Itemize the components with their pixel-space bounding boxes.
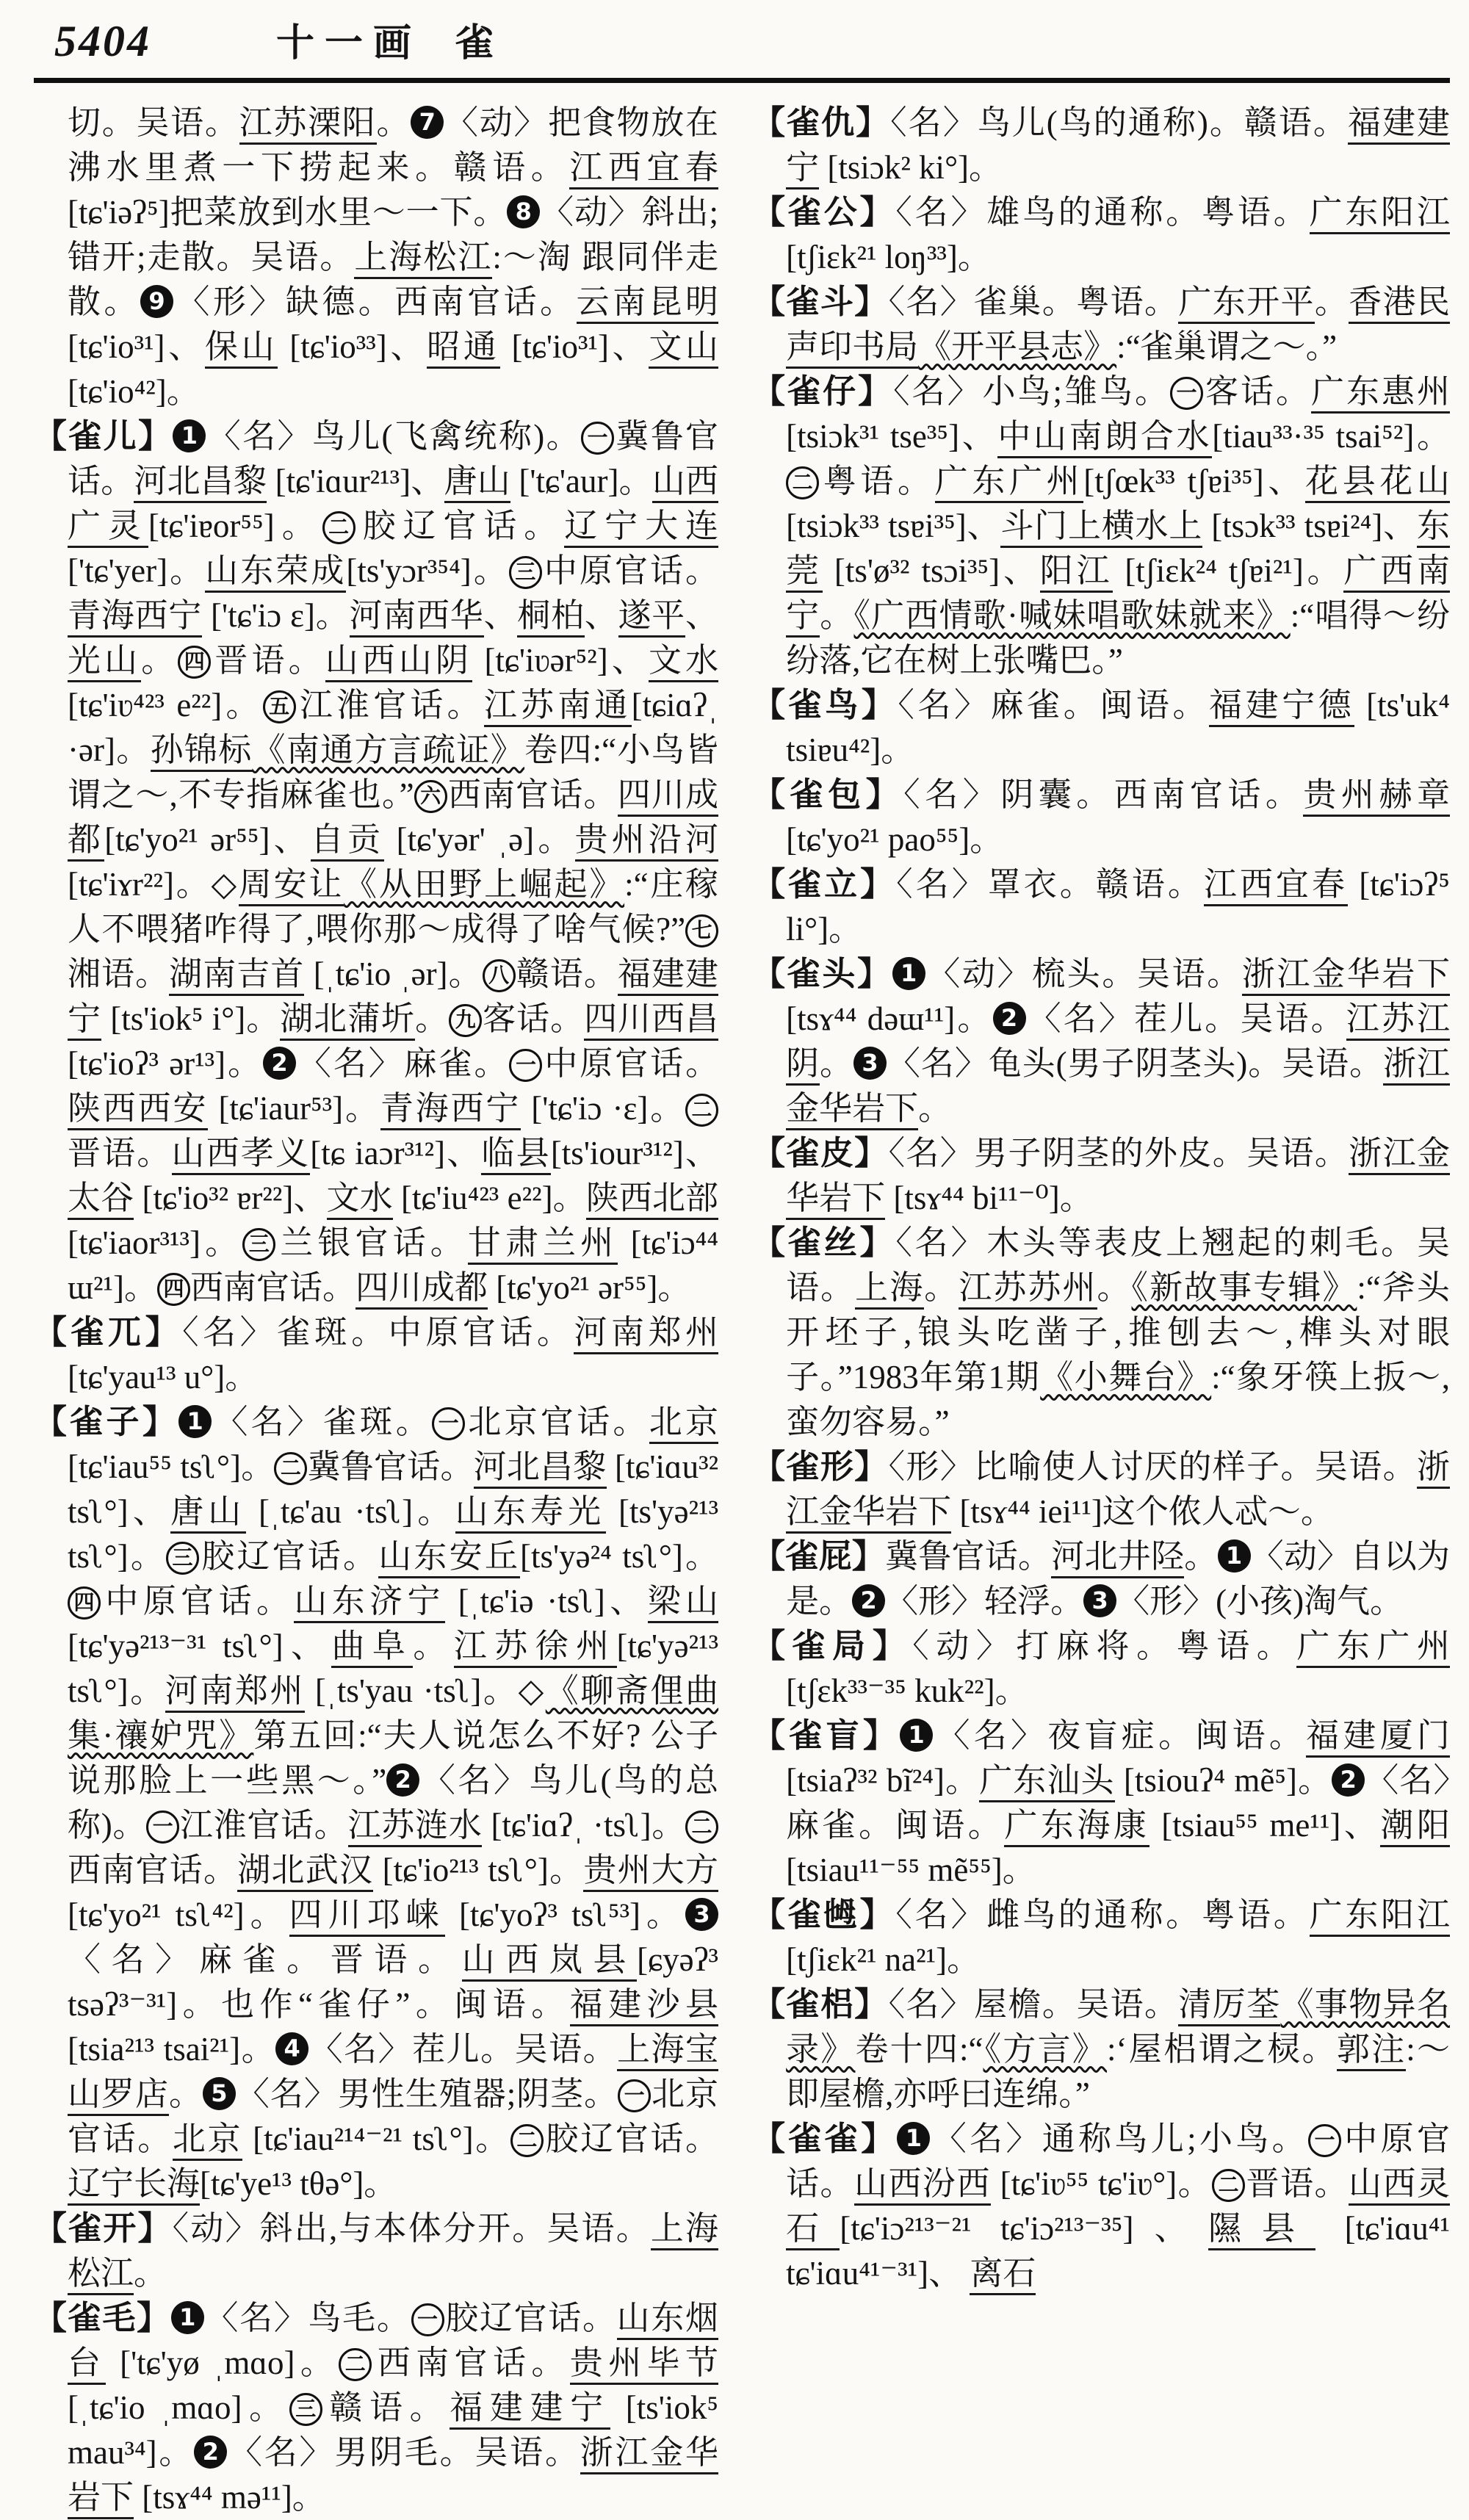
entry-headword: 【雀梠】 (752, 1986, 889, 2023)
place-name-underline: 光山 (68, 642, 141, 682)
place-name-underline: 广东阳江 (1310, 1896, 1450, 1937)
place-name-underline: 太谷 (68, 1180, 134, 1220)
sense-number: 3 (853, 1047, 887, 1080)
entry-headword: 【雀丝】 (752, 1224, 896, 1261)
dictionary-entry (752, 101, 1450, 190)
place-name-underline: 山东寿光 (455, 1493, 606, 1534)
dictionary-entry (752, 1893, 1450, 1982)
subsense-number: 二 (685, 1810, 718, 1844)
place-name-underline: 北京 (173, 2120, 242, 2161)
dictionary-entry (752, 369, 1450, 683)
entry-headword: 【雀立】 (752, 866, 897, 903)
place-name-underline: 贵州毕节 (570, 2344, 718, 2385)
entry-body: 〈名〉雄鸟的通称。粤语。广东阳江 [tʃiɛk²¹ loŋ³³]。 (786, 194, 1450, 275)
entry-headword: 【雀形】 (752, 1448, 889, 1485)
place-name-underline: 山西孝义 (172, 1135, 311, 1175)
place-name-underline: 青海西宁 (380, 1090, 521, 1130)
place-name-underline: 云南昆明 (577, 284, 718, 324)
entry-headword: 【雀毛】 (34, 2300, 171, 2336)
sense-number: 2 (993, 1002, 1026, 1035)
entry-headword: 【雀开】 (34, 2210, 173, 2247)
place-name-underline: 清厉荃 (1178, 1986, 1280, 2026)
sense-number: 9 (140, 285, 173, 318)
entry-body: 〈名〉男子阴茎的外皮。吴语。浙江金华岩下 [tsɤ⁴⁴ bi¹¹⁻⁰]。 (786, 1135, 1450, 1220)
place-name-underline: 浙江金华岩下 (68, 2434, 718, 2519)
entry-headword: 【雀公】 (752, 194, 896, 231)
subsense-number: 一 (411, 2303, 444, 2336)
place-name-underline: 浙江金华岩下 (1242, 956, 1450, 996)
entry-headword: 【雀皮】 (752, 1135, 889, 1171)
subsense-number: 一 (146, 1810, 179, 1844)
place-name-underline: 文水 (327, 1180, 393, 1220)
place-name-underline: 唐山 (444, 463, 510, 503)
subsense-number: 四 (178, 646, 211, 679)
place-name-underline: 上海松江 (68, 2210, 718, 2295)
place-name-underline: 隰县 (1208, 2210, 1315, 2250)
entry-headword: 【雀头】 (752, 956, 892, 992)
sense-number: 3 (1083, 1584, 1116, 1617)
place-name-underline: 贵州沿河 (575, 821, 719, 862)
sense-number: 1 (171, 2301, 204, 2334)
place-name-underline: 福建沙县 (570, 1986, 718, 2026)
subsense-number: 二 (786, 466, 819, 499)
book-title: 《南通方言疏证》 (252, 732, 525, 768)
place-name-underline: 离石 (970, 2255, 1036, 2295)
book-title: 《从田野上崛起》 (344, 866, 625, 903)
subsense-number: 二 (510, 2124, 544, 2157)
place-name-underline: 广东汕头 (979, 1762, 1114, 1802)
place-name-underline: 上海 (855, 1269, 924, 1310)
subsense-number: 三 (242, 1228, 275, 1261)
place-name-underline: 自贡 (311, 821, 384, 862)
place-name-underline: 贵州赫章 (1303, 776, 1450, 817)
place-name-underline: 花县花山 (1305, 463, 1450, 503)
place-name-underline: 北京 (649, 1404, 718, 1444)
place-name-underline: 梁山 (648, 1583, 718, 1623)
sense-number: 4 (275, 2032, 308, 2065)
entry-headword: 【雀盲】 (752, 1717, 900, 1754)
place-name-underline: 山东济宁 (294, 1583, 445, 1623)
place-name-underline: 斗门上横水上 (1000, 508, 1202, 548)
subsense-number: 二 (322, 511, 355, 544)
dictionary-entry (34, 2206, 718, 2296)
place-name-underline: 孙锦标 (151, 732, 253, 772)
dictionary-entry (34, 2296, 718, 2520)
place-name-underline: 广东海康 (1004, 1807, 1149, 1847)
subsense-number: 七 (685, 914, 718, 947)
entry-body: 1 〈名〉夜盲症。闽语。福建厦门 [tsiaʔ³² bĩ²⁴]。广东汕头 [tsiouʔ⁴ mẽ⁵]。 2 〈名〉麻雀。闽语。广东海康 [tsiau⁵⁵ me¹¹]、潮阳[tsiau¹¹⁻⁵⁵ mẽ⁵⁵]。 (786, 1717, 1450, 1888)
subsense-number: 一 (509, 1049, 542, 1082)
sense-number: 1 (892, 957, 925, 990)
right-column (752, 101, 1450, 2520)
place-name-underline: 潮阳 (1380, 1807, 1450, 1847)
place-name-underline: 四川西昌 (584, 1000, 718, 1041)
place-name-underline: 湖北蒲圻 (280, 1000, 415, 1041)
place-name-underline: 江苏南通 (484, 687, 632, 727)
sense-number: 2 (386, 1763, 419, 1797)
dictionary-entry (752, 683, 1450, 773)
entry-body: 〈名〉鸟儿(鸟的通称)。赣语。福建建宁 [tsiɔk² ki°]。 (786, 104, 1450, 189)
place-name-underline: 江苏徐州 (454, 1628, 617, 1668)
dictionary-entry (752, 1445, 1450, 1534)
place-name-underline: 浙江金华岩下 (786, 1045, 1450, 1130)
entry-body: 〈动〉打麻将。粤语。广东广州 [tʃɛk³³⁻³⁵ kuk²²]。 (786, 1628, 1450, 1709)
entry-body: 1 〈名〉鸟儿(飞禽统称)。 一 冀鲁官话。河北昌黎 [tɕ'iɑur²¹³]、唐山 ['tɕ'aur]。山西广灵[tɕ'iɐor⁵⁵]。 二 胶辽官话。辽宁大连['tɕ'yer]。山东荣成[ts'yɔr³⁵⁴]。 三 中原官话。青海西宁 ['tɕ'iɔ ɛ]。河南西华、桐柏、遂平、光山。 四 晋语。山西山阴 [tɕ'iʋər⁵²]、文水 [tɕ'iʋ⁴²³ e²²]。 五 江淮官话。江苏南通[tɕiɑʔˌ ·ər]。孙锦标《南通方言疏证》卷四:“小鸟皆谓之～,不专指麻雀也。” 六 西南官话。四川成都[tɕ'yo²¹ ər⁵⁵]、自贡 [tɕ'yər' ˌə]。贵州沿河 [tɕ'iɤr²²]。◇周安让《从田野上崛起》:“庄稼人不喂猪咋得了,喂你那～成得了啥气候?” 七湘语。湖南吉首 [ˌtɕ'io ˌər]。 八 赣语。福建建宁 [ts'iok⁵ i°]。湖北蒲圻。 九 客话。四川西昌 [tɕ'ioʔ³ ər¹³]。 2 〈名〉麻雀。 一 中原官话。陕西西安 [tɕ'iaur⁵³]。青海西宁 ['tɕ'iɔ ·ɛ]。 二晋语。山西孝义[tɕ iaɔr³¹²]、临县[ts'iour³¹²]、太谷 [tɕ'io³² ɐr²²]、文水 [tɕ'iu⁴²³ e²²]。陕西北部[tɕ'iaor³¹³]。 三 兰银官话。甘肃兰州 [tɕ'iɔ⁴⁴ ɯ²¹]。 四 西南官话。四川成都 [tɕ'yo²¹ ər⁵⁵]。 (68, 418, 718, 1306)
subsense-number: 三 (166, 1542, 199, 1575)
subsense-number: 一 (618, 2079, 651, 2112)
place-name-underline: 江西宜春 (1204, 866, 1348, 906)
place-name-underline: 山西岚县 (462, 1941, 638, 1982)
subsense-number: 三 (289, 2393, 322, 2426)
entry-body: 〈名〉雌鸟的通称。粤语。广东阳江 [tʃiɛk²¹ na²¹]。 (786, 1896, 1450, 1978)
place-name-underline: 广东惠州 (1311, 373, 1450, 414)
dictionary-entry (34, 1400, 718, 2206)
place-name-underline: 福建建宁 (450, 2389, 610, 2430)
entry-body: 冀鲁官话。河北井陉。 1 〈动〉自以为是。 2 〈形〉轻浮。 3 〈形〉(小孩)淘气。 (786, 1538, 1450, 1620)
sense-number: 1 (897, 2122, 930, 2155)
dictionary-entry (752, 2117, 1450, 2296)
place-name-underline: 甘肃兰州 (468, 1224, 618, 1265)
entry-body: 1 〈名〉雀斑。 一 北京官话。北京[tɕ'iau⁵⁵ tsʅ°]。 二 冀鲁官话。河北昌黎 [tɕ'iɑu³² tsʅ°]、唐山 [ˌtɕ'au ·tsʅ]。山东寿光 [ts'yə²¹³ tsʅ°]。 三 胶辽官话。山东安丘[ts'yə²⁴ tsʅ°]。四 中原官话。山东济宁 [ˌtɕ'iə ·tsʅ]、梁山 [tɕ'yə²¹³⁻³¹ tsʅ°]、曲阜。江苏徐州[tɕ'yə²¹³ tsʅ°]。河南郑州 [ˌts'yau ·tsʅ]。◇《聊斋俚曲集·禳妒咒》第五回:“夫人说怎么不好? 公子说那脸上一些黑～。” 2 〈名〉鸟儿(鸟的总称)。 一 江淮官话。江苏涟水 [tɕ'iɑʔˌ ·tsʅ]。 二西南官话。湖北武汉 [tɕ'io²¹³ tsʅ°]。贵州大方 [tɕ'yo²¹ tsʅ⁴²]。四川邛崃 [tɕ'yoʔ³ tsʅ⁵³]。 3〈名〉麻雀。晋语。山西岚县[ɕyəʔ³ tsəʔ³⁻³¹]。也作“雀仔”。闽语。福建沙县[tsia²¹³ tsai²¹]。 4 〈名〉茬儿。吴语。上海宝山罗店。 5 〈名〉男性生殖器;阴茎。 一 北京官话。北京 [tɕ'iau²¹⁴⁻²¹ tsʅ°]。 二 胶辽官话。辽宁长海[tɕ'ye¹³ tθə°]。 (68, 1404, 718, 2202)
place-name-underline: 周安让 (239, 866, 344, 906)
place-name-underline: 中山南朗合水 (997, 418, 1212, 458)
sense-number: 5 (203, 2077, 236, 2110)
sense-number: 1 (1218, 1539, 1251, 1573)
sense-number: 8 (507, 195, 540, 228)
place-name-underline: 阳江 (1040, 552, 1114, 593)
place-name-underline: 河北昌黎 (134, 463, 267, 503)
entry-body: 〈名〉罩衣。赣语。江西宜春 [tɕ'iɔʔ⁵ li°]。 (786, 866, 1450, 947)
place-name-underline: 广东阳江 (1310, 194, 1450, 234)
sense-number: 2 (194, 2436, 227, 2469)
place-name-underline: 广东广州 (1296, 1628, 1450, 1668)
entry-body: 〈名〉麻雀。闽语。福建宁德 [ts'uk⁴ tsiɐu⁴²]。 (786, 687, 1450, 768)
place-name-underline: 山东安丘 (378, 1538, 520, 1578)
place-name-underline: 福建宁德 (1209, 687, 1354, 727)
entry-body: 〈名〉木头等表皮上翘起的刺毛。吴语。上海。江苏苏州。《新故事专辑》:“斧头开坯子,锒头吃凿子,推刨去～,榫头对眼子。”1983年第1期《小舞台》:“象牙筷上扳～,蛮勿容易。” (786, 1224, 1450, 1440)
dictionary-entry (752, 862, 1450, 952)
place-name-underline: 辽宁长海 (68, 2165, 200, 2206)
entry-body: 〈名〉屋檐。吴语。清厉荃《事物异名录》卷十四:“《方言》:‘屋梠谓之棂。郭注:～即屋檐,亦呼曰连绵。” (786, 1986, 1450, 2112)
place-name-underline: 保山 (205, 328, 278, 369)
place-name-underline: 河北井陉 (1051, 1538, 1184, 1578)
place-name-underline: 郭注 (1337, 2031, 1406, 2071)
place-name-underline: 江苏苏州 (959, 1269, 1097, 1310)
place-name-underline: 江苏涟水 (348, 1807, 483, 1847)
place-name-underline: 河南郑州 (165, 1672, 305, 1713)
entry-headword: 【雀雀】 (752, 2120, 898, 2157)
entry-headword: 【雀乸】 (752, 1896, 896, 1933)
place-name-underline: 河南西华 (350, 597, 484, 638)
place-name-underline: 山西灵石 (786, 2165, 1450, 2250)
subsense-number: 二 (274, 1452, 307, 1485)
sense-number: 1 (178, 1405, 212, 1438)
entry-headword: 【雀仔】 (752, 373, 894, 410)
place-name-underline: 山西山阴 (325, 642, 472, 682)
subsense-number: 二 (339, 2348, 372, 2381)
sense-number: 2 (1332, 1763, 1365, 1797)
subsense-number: 一 (1308, 2124, 1341, 2157)
place-name-underline: 广东广州 (935, 463, 1084, 503)
dictionary-entry (752, 1714, 1450, 1893)
place-name-underline: 陕西西安 (68, 1090, 208, 1130)
entry-body: 1 〈名〉鸟毛。 一 胶辽官话。山东烟台 ['tɕ'yø ˌmɑo]。 二 西南官话。贵州毕节[ˌtɕ'io ˌmɑo]。 三 赣语。福建建宁 [ts'iok⁵ mau³⁴]。 2 〈名〉男阴毛。吴语。浙江金华岩下 [tsɤ⁴⁴ mə¹¹]。 (68, 2300, 718, 2516)
dictionary-entry (752, 1624, 1450, 1714)
subsense-number: 一 (581, 422, 614, 455)
book-title: 《方言》 (983, 2031, 1108, 2068)
dictionary-entry (34, 414, 718, 1310)
place-name-underline: 上海松江 (354, 239, 492, 279)
sense-number: 2 (263, 1047, 296, 1080)
place-name-underline: 山西汾西 (854, 2165, 991, 2206)
place-name-underline: 山西广灵 (68, 463, 718, 548)
dictionary-entry (752, 280, 1450, 369)
place-name-underline: 江西宜春 (569, 149, 718, 189)
entry-headword: 【雀子】 (34, 1404, 179, 1440)
subsense-number: 五 (263, 690, 296, 723)
place-name-underline: 贵州大方 (583, 1852, 718, 1892)
entry-headword: 【雀斗】 (752, 284, 889, 320)
dictionary-entry (752, 952, 1450, 1131)
entry-body: 〈动〉斜出,与本体分开。吴语。上海松江。 (68, 2210, 718, 2295)
book-title: 《事物异名录》 (786, 1986, 1450, 2068)
dictionary-entry (34, 101, 718, 414)
place-name-underline: 曲阜 (331, 1628, 413, 1668)
subsense-number: 一 (432, 1407, 465, 1440)
left-column (34, 101, 718, 2520)
sense-number: 2 (852, 1584, 885, 1617)
place-name-underline: 东莞 (786, 508, 1450, 593)
dictionary-entry (752, 773, 1450, 862)
place-name-underline: 江苏江阴 (786, 1000, 1450, 1086)
entry-body: 〈名〉雀巢。粤语。广东开平。香港民声印书局《开平县志》:“雀巢谓之～。” (786, 284, 1450, 369)
place-name-underline: 陕西北部 (586, 1180, 718, 1220)
book-title: 《小舞台》 (1040, 1359, 1212, 1396)
entry-body: 〈形〉比喻使人讨厌的样子。吴语。浙江金华岩下 [tsɤ⁴⁴ iei¹¹]这个侬人忒～。 (786, 1448, 1450, 1534)
subsense-number: 四 (68, 1586, 101, 1620)
subsense-number: 六 (414, 780, 447, 813)
subsense-number: 三 (509, 556, 542, 589)
sense-number: 3 (685, 1898, 718, 1931)
entry-body: 1 〈动〉梳头。吴语。浙江金华岩下 [tsɤ⁴⁴ dəɯ¹¹]。 2 〈名〉茬儿。吴语。江苏江阴。 3 〈名〉龟头(男子阴茎头)。吴语。浙江金华岩下。 (786, 956, 1450, 1127)
dictionary-entry (752, 1982, 1450, 2117)
page-header (34, 12, 1450, 75)
sense-number: 7 (411, 106, 444, 139)
dictionary-entry (752, 1131, 1450, 1221)
place-name-underline: 四川邛崃 (289, 1896, 445, 1937)
dictionary-entry (752, 190, 1450, 280)
dictionary-entry (34, 1310, 718, 1400)
place-name-underline: 福建厦门 (1306, 1717, 1450, 1758)
place-name-underline: 文水 (649, 642, 718, 682)
place-name-underline: 临县 (481, 1135, 550, 1175)
place-name-underline: 遂平 (618, 597, 686, 638)
place-name-underline: 浙江金华岩下 (786, 1135, 1450, 1220)
place-name-underline: 上海宝山罗店 (68, 2031, 718, 2116)
place-name-underline: 广东开平 (1178, 284, 1314, 324)
subsense-number: 九 (449, 1004, 482, 1037)
sense-number: 1 (900, 1719, 933, 1752)
place-name-underline: 广西南宁 (786, 552, 1450, 638)
dictionary-entry (752, 1221, 1450, 1445)
place-name-underline: 昭通 (427, 328, 499, 369)
subsense-number: 八 (483, 959, 516, 992)
entry-headword: 【雀局】 (752, 1628, 913, 1664)
subsense-number: 一 (1170, 377, 1203, 410)
entry-headword: 【雀儿】 (34, 418, 173, 455)
book-title: 《新故事专辑》 (1131, 1269, 1357, 1306)
book-title: 《聊斋俚曲集·禳妒咒》 (68, 1672, 719, 1754)
header-rule (34, 78, 1450, 83)
place-name-underline: 湖北武汉 (237, 1852, 373, 1892)
place-name-underline: 浙江金华岩下 (786, 1448, 1450, 1534)
section-title: 十一画 (276, 23, 422, 65)
place-name-underline: 福建建宁 (68, 956, 718, 1041)
place-name-underline: 山东烟台 (68, 2300, 718, 2385)
place-name-underline: 唐山 (170, 1493, 245, 1534)
place-name-underline: 四川成都 (68, 776, 718, 862)
place-name-underline: 桐柏 (517, 597, 585, 638)
entry-body: 〈名〉雀斑。中原官话。河南郑州[tɕ'yau¹³ u°]。 (68, 1314, 719, 1396)
place-name-underline: 青海西宁 (68, 597, 202, 638)
entry-headword: 【雀屁】 (752, 1538, 886, 1575)
entry-body: 1 〈名〉通称鸟儿;小鸟。 一 中原官话。山西汾西 [tɕ'iʋ⁵⁵ tɕ'iʋ°]。 二 晋语。山西灵石[tɕ'iɔ²¹³⁻²¹ tɕ'iɔ²¹³⁻³⁵]、隰县 [tɕ'iɑu⁴¹ tɕ'iɑu⁴¹⁻³¹]、 离石 (786, 2120, 1450, 2292)
place-name-underline: 河北昌黎 (474, 1448, 607, 1489)
subsense-number: 二 (685, 1094, 718, 1127)
entry-headword: 【雀鸟】 (752, 687, 898, 723)
place-name-underline: 福建建宁 (786, 104, 1450, 189)
place-name-underline: 辽宁大连 (564, 508, 718, 548)
text-columns (34, 101, 1450, 2520)
entry-headword: 【雀包】 (752, 776, 904, 813)
subsense-number: 四 (157, 1273, 190, 1306)
entry-body: 〈名〉小鸟;雏鸟。 一 客话。广东惠州 [tsiɔk³¹ tse³⁵]、中山南朗合水[tiau³³·³⁵ tsai⁵²]。二 粤语。广东广州[tʃœk³³ tʃɐi³⁵]、花县花山 [tsiɔk³³ tsɐi³⁵]、斗门上横水上 [tsɔk³³ tsɐi²⁴]、东莞 [ts'ø³² tsɔi³⁵]、阳江 [tʃiɛk²⁴ tʃɐi²¹]。广西南宁。《广西情歌·喊妹唱歌妹就来》:“唱得～纷纷落,它在树上张嘴巴。” (786, 373, 1450, 679)
dictionary-entry (752, 1534, 1450, 1624)
place-name-underline: 四川成都 (355, 1269, 488, 1310)
place-name-underline: 文山 (649, 328, 718, 369)
page-number: 5404 (54, 17, 151, 65)
place-name-underline: 河南郑州 (574, 1314, 718, 1354)
place-name-underline: 山东荣成 (205, 552, 346, 593)
book-title: 《广西情歌·喊妹唱歌妹就来》 (853, 597, 1291, 634)
head-character: 雀 (455, 23, 494, 65)
entry-headword: 【雀兀】 (34, 1314, 183, 1351)
sense-number: 1 (173, 419, 206, 452)
place-name-underline: 江苏溧阳 (239, 104, 377, 145)
place-name-underline: 湖南吉首 (169, 956, 304, 996)
entry-body: 切。吴语。江苏溧阳。 7 〈动〉把食物放在沸水里煮一下捞起来。赣语。江西宜春[tɕ'iəʔ⁵]把菜放到水里～一下。 8 〈动〉斜出;错开;走散。吴语。上海松江:～淘 跟同伴走散。 9 〈形〉缺德。西南官话。云南昆明 [tɕ'io³¹]、保山 [tɕ'io³³]、昭通 [tɕ'io³¹]、文山 [tɕ'io⁴²]。 (68, 104, 719, 410)
entry-headword: 【雀仇】 (752, 104, 891, 141)
place-name-underline: 香港民声印书局 (786, 284, 1450, 369)
entry-body: 〈名〉阴囊。西南官话。贵州赫章 [tɕ'yo²¹ pao⁵⁵]。 (786, 776, 1450, 858)
subsense-number: 二 (1212, 2169, 1245, 2202)
book-title: 《开平县志》 (918, 328, 1117, 365)
